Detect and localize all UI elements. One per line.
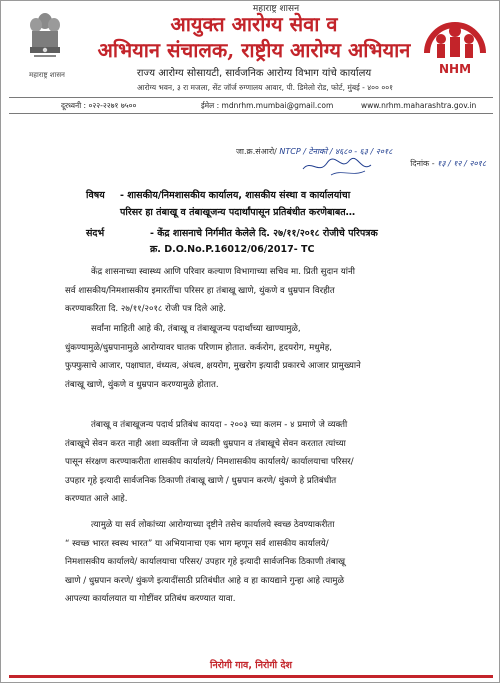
- body-line: धुंकण्यामुळे/धुम्रपानामुळे आरोग्यावर घातक परिणाम होतात. कर्करोग, हृदयरोग, मधुमेह,: [65, 342, 333, 353]
- reference-line2: क्र. D.O.No.P.16012/06/2017- TC: [150, 244, 315, 255]
- footer-bar: [9, 675, 493, 678]
- body-line: सर्व शासकीय/निमशासकीय इमारतींचा परिसर हा तंबाखू खाणे, थुंकणे व धुम्रपान विरहीत: [65, 285, 335, 296]
- body-line: तंबाखूचे सेवन करत नाही अशा व्यक्तींना जे व्यक्ती धुम्रपान व तंबाखूचे सेवन करतात त्यांच्या: [65, 438, 346, 449]
- reference-number-value: NTCP / टेनाको / ४६८० - ६३ / २०१८: [279, 147, 393, 156]
- state-emblem-icon: [25, 11, 65, 67]
- office-title-line1: आयुक्त आरोग्य सेवा व: [170, 12, 338, 36]
- body-line: आपल्या कार्यालयात या गोष्टींवर प्रतिबंध करण्यात यावा.: [65, 594, 236, 604]
- office-subtitle: राज्य आरोग्य सोसायटी, सार्वजनिक आरोग्य विभाग यांचे कार्यालय: [136, 68, 372, 79]
- reference-label: संदर्भ: [86, 228, 105, 239]
- nhm-logo-text: NHM: [438, 62, 472, 76]
- subject-block: [86, 187, 476, 221]
- nhm-logo-icon: [417, 9, 493, 87]
- body-line: तंबाखू खाणे, थुंकणे व धुम्रपान करण्यामुळे होतात.: [65, 379, 219, 390]
- letter-date-value: १३ / १२ / २०१८: [437, 159, 486, 168]
- email-address: ईमेल : mdnrhm.mumbai@gmail.com: [201, 101, 334, 110]
- office-address: आरोग्य भवन, ३ रा मजला, सेंट जॉर्ज रुग्णालय आवार, पी. डिमेलो रोड, फोर्ट, मुंबई - ४०० ००१: [136, 83, 394, 92]
- body-paragraph-2: [65, 320, 483, 394]
- reference-block: [86, 226, 476, 258]
- body-line: त्यामुळे या सर्व लोकांच्या आरोग्याच्या दृष्टीने तसेच कार्यालये स्वच्छ ठेवण्याकरीता: [91, 520, 335, 530]
- emblem-caption: महाराष्ट्र शासन: [29, 71, 65, 79]
- body-line: उपहार गृहे इत्यादी सार्वजनिक ठिकाणी तंबाखू खाणे / धुम्रपान करणे/ थुंकणे हे प्रतिबंधीत: [65, 475, 337, 486]
- body-line: सर्वांना माहिती आहे की, तंबाखू व तंबाखूजन्य पदार्थांच्या खाण्यामुळे,: [91, 324, 301, 334]
- reference-number-label: जा.क्र.संआरो/: [236, 147, 277, 156]
- subject-line1: - शासकीय/निमशासकीय कार्यालय, शासकीय संस्था व कार्यालयांचा: [120, 190, 351, 201]
- body-line: “ स्वच्छ भारत स्वस्थ भारत” या अभियानाचा एक भाग म्हणून सर्व शासकीय कार्यालये/: [65, 538, 329, 549]
- body-line: पासून संरक्षण करण्याकरीता शासकीय कार्यालये/ निमशासकीय कार्यालये/ कार्यालयाचा परिसर/: [65, 457, 354, 467]
- letter-date-label: दिनांक -: [410, 159, 435, 168]
- body-line: केंद्र शासनाच्या स्वास्थ्य आणि परिवार कल्याण विभागाच्या सचिव मा. प्रिती सुदान यांनी: [91, 267, 355, 277]
- body-paragraph-3: [65, 416, 483, 509]
- contact-divider: [9, 113, 493, 114]
- reference-line1: - केंद्र शासनाचे निर्गमीत केलेले दि. २७/११/२०१८ रोजीचे परिपत्रक: [150, 228, 378, 239]
- body-line: खाणे / धुम्रपान करणे/ थुंकणे इत्यादींसाठी प्रतिबंधीत आहे व हा कायद्याने गुन्हा आहे त्यामुळे: [65, 575, 345, 586]
- office-title-line2: अभियान संचालक, राष्ट्रीय आरोग्य अभियान: [97, 38, 411, 62]
- body-line: तंबाखू व तंबाखूजन्य पदार्थ प्रतिबंध कायदा - २००३ च्या कलम - ४ प्रमाणे जे व्यक्ती: [91, 420, 348, 430]
- phone-number: दूरध्वनी : ०२२-२२७१ ७५००: [61, 101, 137, 110]
- government-label: महाराष्ट्र शासन: [252, 4, 300, 14]
- footer-slogan: निरोगी गाव, निरोगी देश: [210, 660, 292, 671]
- subject-label: विषय: [86, 190, 105, 201]
- body-paragraph-1: [65, 263, 483, 319]
- body-line: करण्याकरिता दि. २७/११/२०१८ रोजी पत्र दिले आहे.: [65, 304, 226, 314]
- body-line: करण्यात आले आहे.: [65, 494, 128, 504]
- letter-date: [301, 158, 486, 169]
- website-link[interactable]: www.nrhm.maharashtra.gov.in: [361, 101, 477, 110]
- body-paragraph-4: [65, 516, 483, 609]
- header-divider: [9, 97, 493, 98]
- body-line: निमशासकीय कार्यालये/ कार्यालयाचा परिसर/ उपहार गृहे इत्यादी सार्वजनिक ठिकाणी तंबाखू: [65, 557, 346, 567]
- body-line: फुफ्फुसाचे आजार, पक्षाघात, वंध्यत्व, अंधत्व, क्षयरोग, मुखरोग इत्यादी प्रकारचे आजार प्रामुख्याने: [65, 361, 361, 371]
- subject-line2: परिसर हा तंबाखू व तंबाखूजन्य पदार्थांपासून प्रतिबंधीत करणेबाबत…: [120, 207, 356, 218]
